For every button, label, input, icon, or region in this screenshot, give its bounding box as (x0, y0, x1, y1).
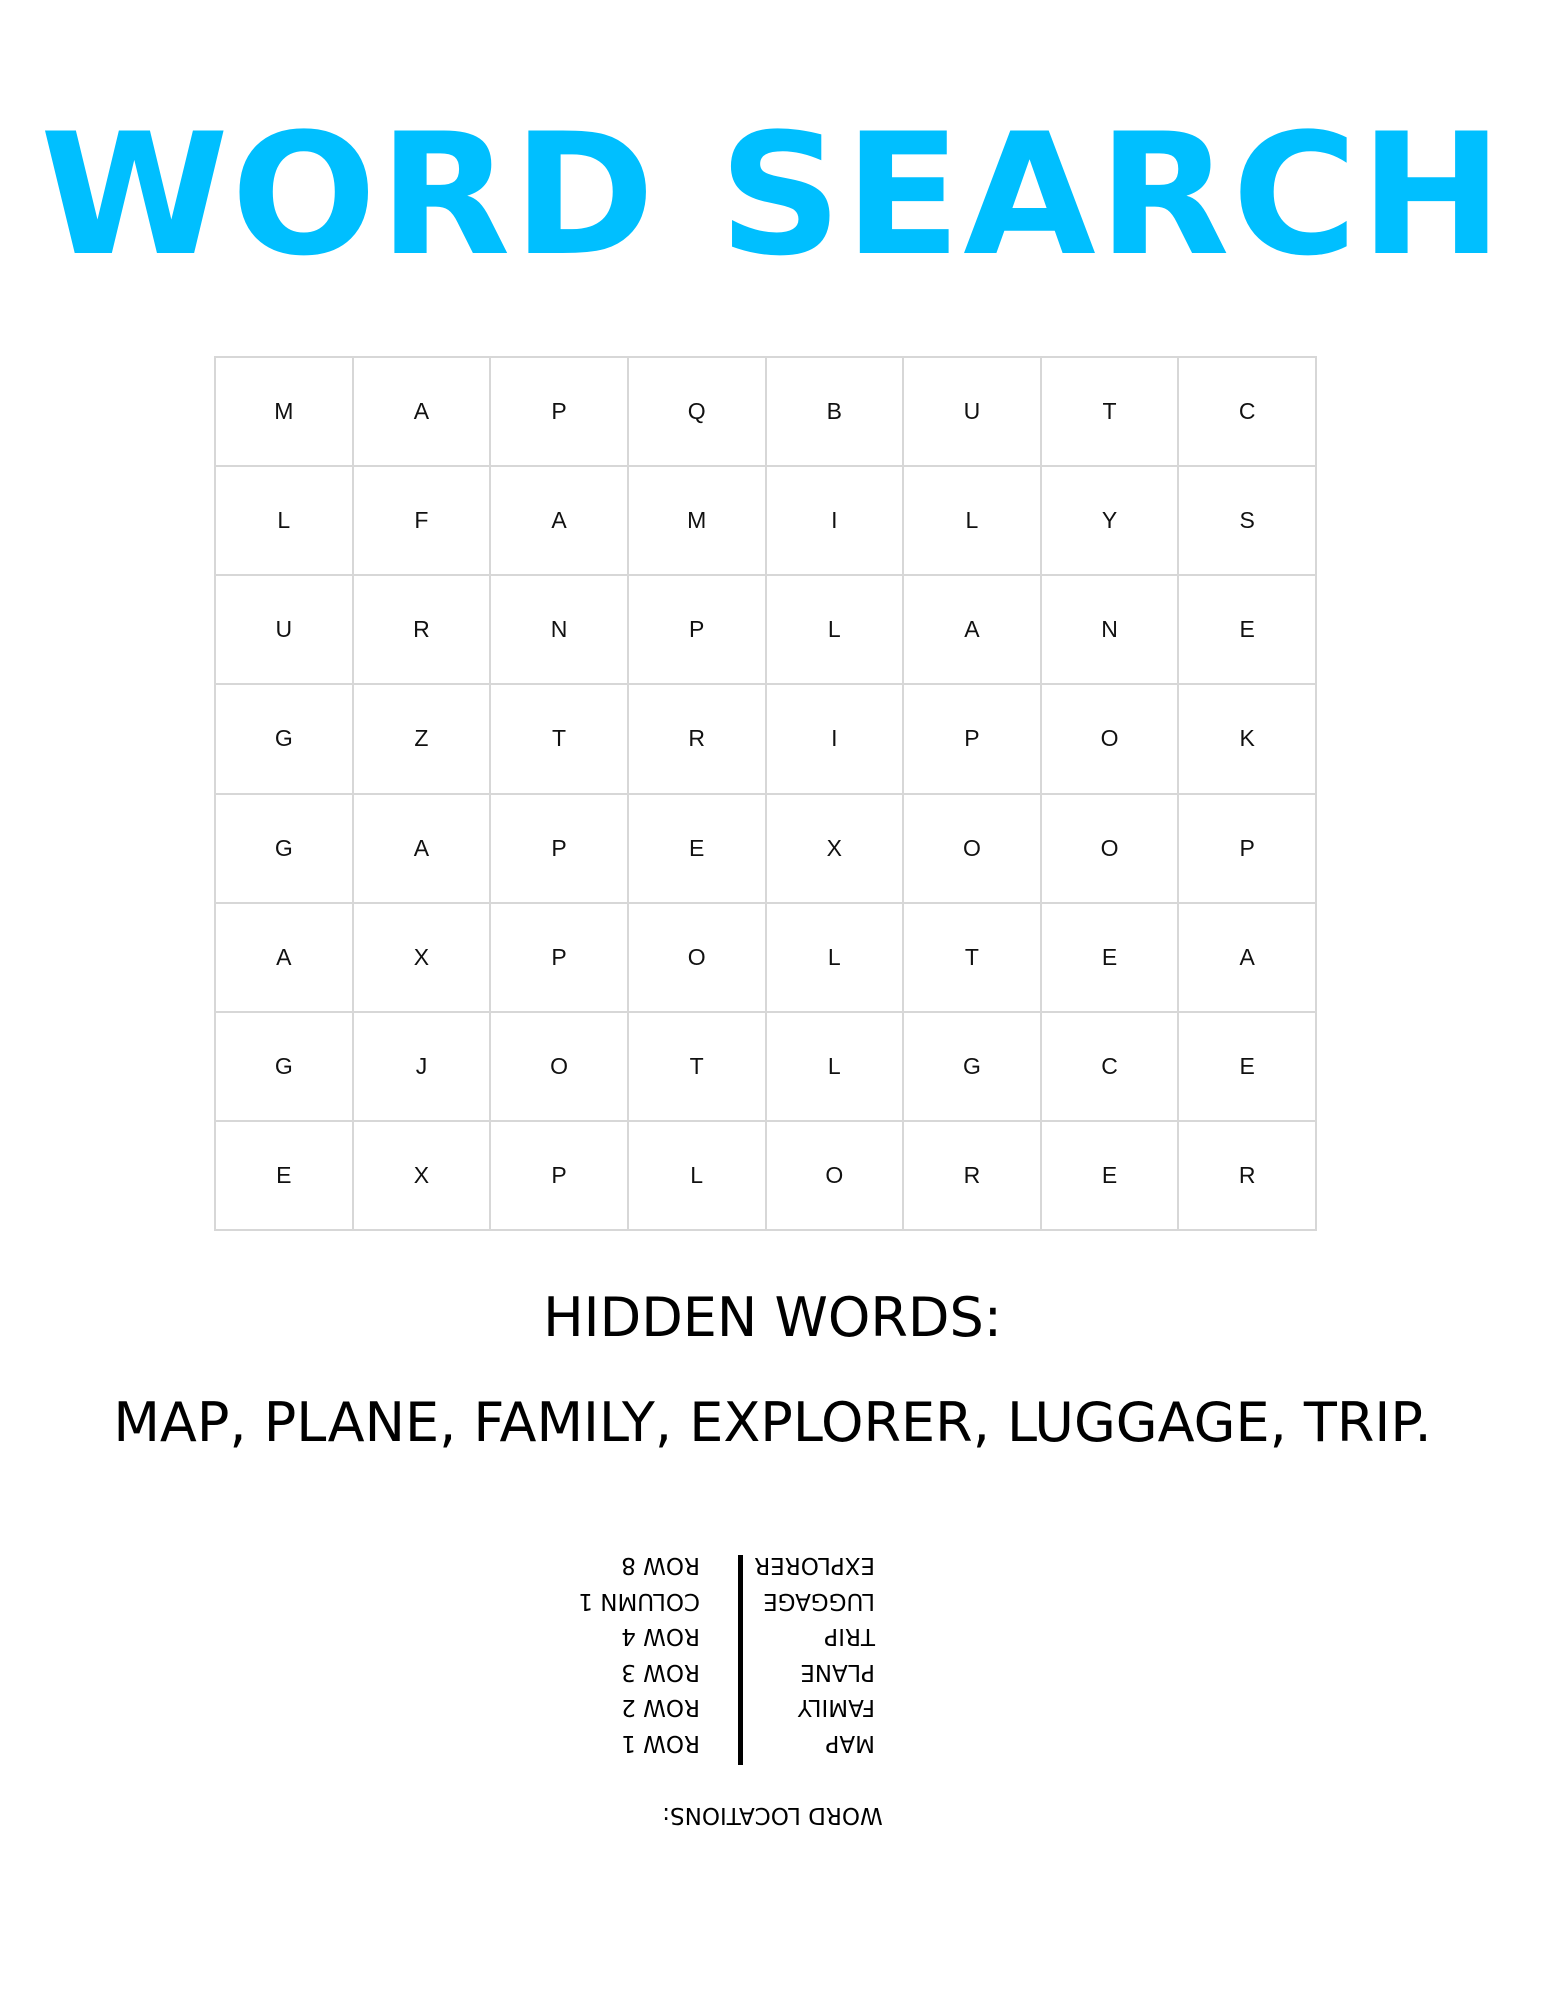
grid-cell: J (354, 1013, 492, 1122)
grid-cell: E (1042, 904, 1180, 1013)
grid-cell: G (216, 1013, 354, 1122)
grid-cell: L (216, 467, 354, 576)
grid-cell: K (1179, 685, 1317, 794)
answer-key-words (705, 1547, 875, 1760)
grid-cell: Y (1042, 467, 1180, 576)
answer-location: ROW 2 (621, 1694, 700, 1721)
grid-cell: S (1179, 467, 1317, 576)
answer-word: EXPLORER (754, 1552, 875, 1579)
grid-cell: T (629, 1013, 767, 1122)
grid-cell: E (1179, 576, 1317, 685)
grid-cell: R (904, 1122, 1042, 1231)
hidden-words-heading: HIDDEN WORDS: (543, 1286, 1002, 1349)
grid-cell: P (629, 576, 767, 685)
grid-cell: U (216, 576, 354, 685)
grid-cell: O (767, 1122, 905, 1231)
answer-word: LUGGAGE (763, 1588, 875, 1614)
grid-cell: R (1179, 1122, 1317, 1231)
grid-cell: P (491, 358, 629, 467)
grid-cell: G (216, 685, 354, 794)
grid-cell: Q (629, 358, 767, 467)
grid-cell: C (1179, 358, 1317, 467)
grid-cell: Z (354, 685, 492, 794)
grid-cell: P (491, 1122, 629, 1231)
grid-cell: A (1179, 904, 1317, 1013)
grid-cell: F (354, 467, 492, 576)
grid-cell: P (904, 685, 1042, 794)
answer-word: FAMILY (797, 1694, 875, 1721)
grid-cell: L (904, 467, 1042, 576)
grid-cell: N (1042, 576, 1180, 685)
answer-word: MAP (825, 1730, 875, 1756)
grid-cell: L (767, 576, 905, 685)
word-search-grid (214, 356, 1317, 1231)
grid-cell: I (767, 685, 905, 794)
answer-word: PLANE (800, 1659, 875, 1685)
grid-cell: R (629, 685, 767, 794)
grid-cell: O (904, 795, 1042, 904)
answer-key-locations (520, 1547, 700, 1760)
grid-cell: T (491, 685, 629, 794)
grid-cell: G (216, 795, 354, 904)
grid-cell: M (629, 467, 767, 576)
answer-location: ROW 8 (621, 1552, 700, 1579)
grid-cell: A (491, 467, 629, 576)
grid-cell: I (767, 467, 905, 576)
grid-cell: X (354, 1122, 492, 1231)
answer-location: ROW 1 (621, 1730, 700, 1756)
grid-cell: U (904, 358, 1042, 467)
hidden-words-list: MAP, PLANE, FAMILY, EXPLORER, LUGGAGE, TRIP. (113, 1391, 1432, 1454)
grid-cell: L (767, 904, 905, 1013)
grid-cell: O (1042, 685, 1180, 794)
grid-cell: P (491, 795, 629, 904)
grid-cell: X (767, 795, 905, 904)
answer-location: ROW 4 (621, 1623, 700, 1650)
grid-cell: E (629, 795, 767, 904)
answer-location: COLUMN 1 (578, 1588, 700, 1614)
grid-cell: E (1179, 1013, 1317, 1122)
grid-cell: B (767, 358, 905, 467)
grid-cell: R (354, 576, 492, 685)
answer-word: TRIP (824, 1623, 875, 1650)
grid-cell: O (629, 904, 767, 1013)
grid-cell: E (216, 1122, 354, 1231)
answer-key-title: WORD LOCATIONS: (662, 1802, 883, 1828)
grid-cell: X (354, 904, 492, 1013)
grid-cell: P (491, 904, 629, 1013)
grid-cell: L (767, 1013, 905, 1122)
grid-cell: T (904, 904, 1042, 1013)
grid-cell: L (629, 1122, 767, 1231)
answer-key (520, 1530, 1025, 1830)
grid-cell: A (216, 904, 354, 1013)
grid-cell: P (1179, 795, 1317, 904)
page-title: WORD SEARCH (39, 97, 1506, 293)
answer-key-divider (738, 1555, 743, 1765)
grid-cell: O (491, 1013, 629, 1122)
grid-cell: C (1042, 1013, 1180, 1122)
grid-cell: T (1042, 358, 1180, 467)
grid-cell: M (216, 358, 354, 467)
grid-cell: N (491, 576, 629, 685)
grid-cell: A (354, 358, 492, 467)
grid-cell: G (904, 1013, 1042, 1122)
answer-location: ROW 3 (621, 1659, 700, 1685)
grid-cell: O (1042, 795, 1180, 904)
grid-cell: A (904, 576, 1042, 685)
grid-cell: E (1042, 1122, 1180, 1231)
grid-cell: A (354, 795, 492, 904)
